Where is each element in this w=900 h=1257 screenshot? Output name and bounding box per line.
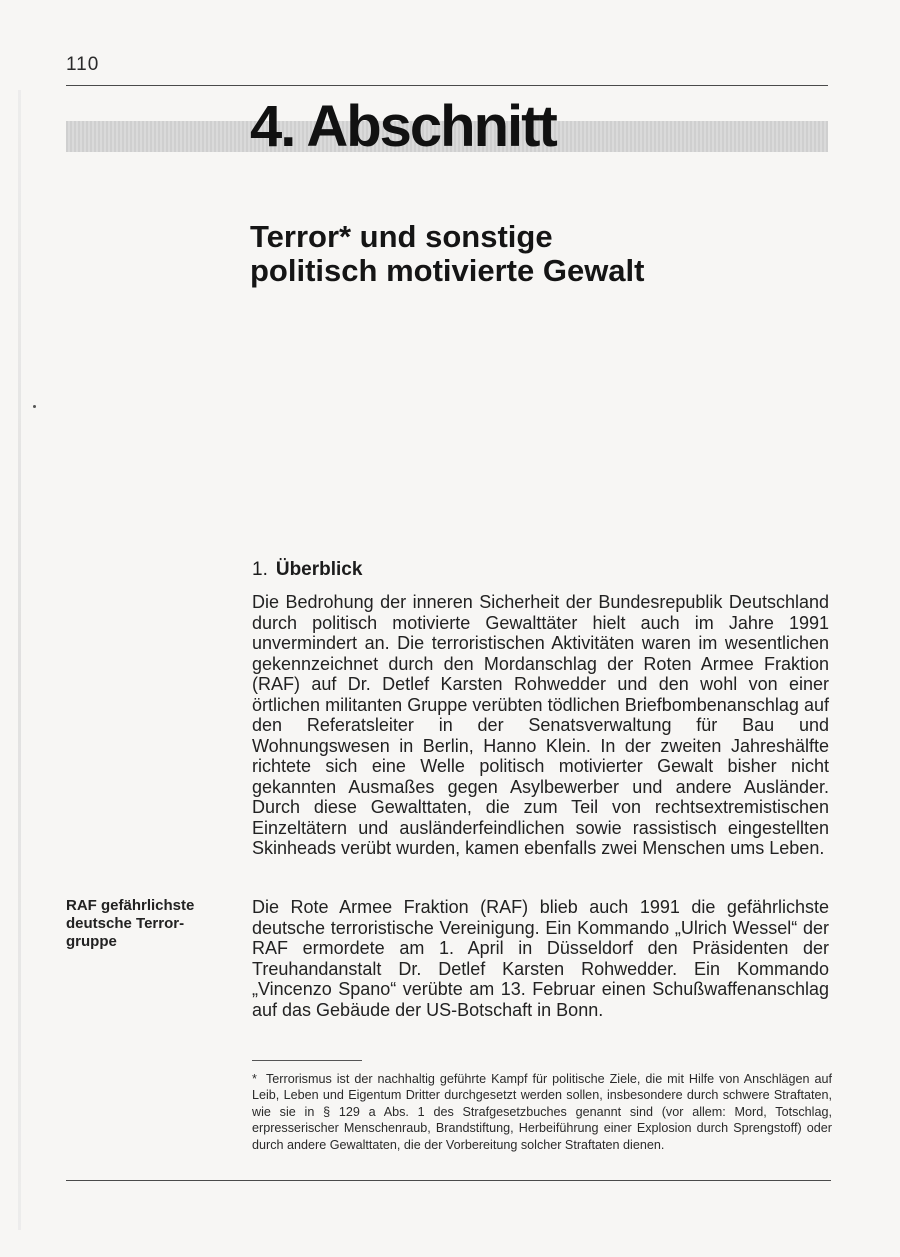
margin-note-line-3: gruppe — [66, 933, 117, 950]
chapter-title — [250, 220, 810, 288]
scan-speck — [33, 405, 36, 408]
page-edge-shadow — [18, 90, 21, 1230]
footnote — [252, 1071, 832, 1153]
header-rule — [66, 85, 828, 86]
overview-heading — [252, 558, 362, 582]
chapter-title-line-2: politisch motivierte Gewalt — [250, 253, 645, 288]
overview-paragraph-2: Die Rote Armee Fraktion (RAF) blieb auch 1991 die gefährlichste deutsche terroristische Vereinigung. Ein Kommando „Ulrich Wessel“ der RAF ermordete am 1. April in Düsseldorf den Präsidenten der Treuhandanstalt Dr. Detlef Karsten Rohwedder. Ein Kommando „Vincenzo Spano“ verübte am 13. Februar einen Schußwaffenanschlag auf das Gebäude der US-Botschaft in Bonn. — [252, 897, 829, 1020]
margin-note-line-1: RAF gefährlichste — [66, 897, 195, 914]
chapter-title-line-1: Terror* und sonstige — [250, 219, 553, 254]
footer-rule — [66, 1180, 831, 1181]
margin-note — [66, 897, 226, 951]
footnote-rule — [252, 1060, 362, 1061]
overview-paragraph-1: Die Bedrohung der inneren Sicherheit der Bundesrepublik Deutschland durch politisch motivierte Gewalttäter hielt auch im Jahre 1991 unvermindert an. Die terroristischen Aktivitäten waren im wesentlichen gekennzeichnet durch den Mordanschlag der Roten Armee Fraktion (RAF) auf Dr. Detlef Karsten Rohwedder und den wohl von einer örtlichen militanten Gruppe verübten tödlichen Briefbombenanschlag auf den Referatsleiter in der Senatsverwaltung für Bau und Wohnungswesen in Berlin, Hanno Klein. In der zweiten Jahreshälfte richtete sich eine Welle politisch motivierter Gewalt bisher nicht gekannten Ausmaßes gegen Asylbewerber und andere Ausländer. Durch diese Gewalttaten, die zum Teil von rechtsextremistischen Einzeltätern und ausländerfeindlichen sowie rassistisch eingestellten Skinheads verübt wurden, kamen ebenfalls zwei Menschen ums Leben. — [252, 592, 829, 858]
overview-heading-number: 1. — [252, 559, 268, 580]
overview-heading-label: Überblick — [275, 559, 363, 580]
footnote-text: Terrorismus ist der nachhaltig geführte Kampf für politische Ziele, die mit Hilfe von Anschlägen auf Leib, Leben und Eigentum Dritter durchgesetzt werden sollen, insbesondere durch schwere Straftaten, wie sie in § 129 a Abs. 1 des Strafgesetzbuches genannt sind (vor allem: Mord, Totschlag, erpresserischer Menschenraub, Brandstiftung, Herbeiführung einer Explosion durch Sprengstoff) oder durch andere Gewalttaten, die der Vorbereitung solcher Straftaten dienen. — [252, 1072, 832, 1152]
margin-note-line-2: deutsche Terror- — [66, 915, 185, 932]
section-title: 4. Abschnitt — [250, 94, 556, 159]
page-number: 110 — [66, 54, 100, 75]
footnote-marker: * — [252, 1072, 257, 1086]
